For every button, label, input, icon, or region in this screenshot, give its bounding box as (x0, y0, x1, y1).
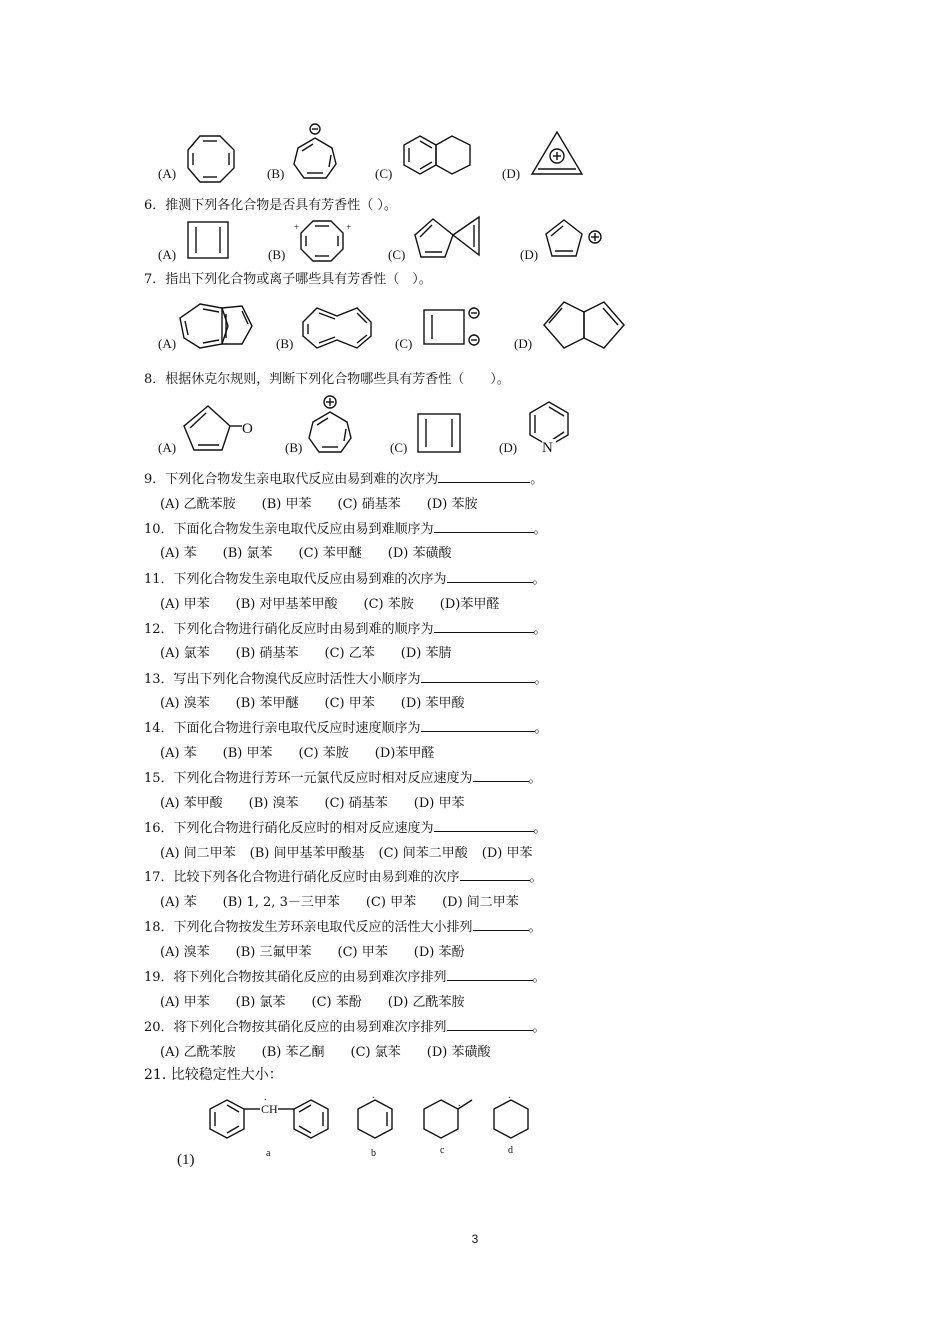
question-6: 6．推测下列各化合物是否具有芳香性（ ）。 (144, 198, 397, 213)
question-12-options: (A) 氯苯 (B) 硝基苯 (C) 乙苯 (D) 苯腈 (160, 646, 452, 661)
cyclobutadiene-dianion-structure (422, 306, 484, 348)
question-16-options: (A) 间二甲苯 (B) 间甲基苯甲酸基 (C) 间苯二甲酸 (D) 甲苯 (160, 846, 533, 861)
question-8: 8．根据休克尔规则，判断下列化合物哪些具有芳香性（ ）。 (144, 372, 510, 387)
question-20-options: (A) 乙酰苯胺 (B) 苯乙酮 (C) 氯苯 (D) 苯磺酸 (160, 1045, 491, 1060)
q21-label-d: d (508, 1145, 513, 1156)
question-18-options: (A) 溴苯 (B) 三氟甲苯 (C) 甲苯 (D) 苯酚 (160, 945, 465, 960)
q21-sub-1: (1) (177, 1152, 195, 1168)
question-12: 12．下列化合物进行硝化反应时由易到难的顺序为 。 (144, 622, 547, 637)
q8-option-a: (A) (158, 440, 177, 455)
q21-label-a: a (266, 1148, 271, 1159)
question-14: 14．下面化合物进行亲电取代反应时速度顺序为 。 (144, 721, 548, 736)
question-11: 11．下列化合物发生亲电取代反应由易到难的次序为 。 (144, 572, 546, 587)
cycloheptatrienyl-anion-structure (292, 122, 338, 182)
q8-option-b: (B) (285, 440, 303, 455)
question-19-options: (A) 甲苯 (B) 氯苯 (C) 苯酚 (D) 乙酰苯胺 (160, 995, 465, 1010)
q5-option-a: (A) (158, 166, 177, 181)
cyclooctatetraene-structure (186, 134, 236, 184)
q8-option-c: (C) (390, 440, 408, 455)
question-15: 15．下列化合物进行芳环一元氯代反应时相对反应速度为 。 (144, 771, 542, 786)
page-number: 3 (471, 1232, 479, 1246)
azulene-structure (178, 300, 258, 352)
question-9: 9．下列化合物发生亲电取代反应由易到难的次序为 。 (144, 472, 544, 487)
question-21: 21. 比较稳定性大小： (144, 1067, 283, 1083)
q21-label-c: c (440, 1145, 445, 1156)
methylcyclohexyl-radical-structure (422, 1094, 478, 1144)
q21-label-b: b (371, 1148, 376, 1159)
pentalene-structure (542, 298, 628, 352)
svg-text:.: . (372, 1090, 375, 1101)
cyclobutadiene-structure (186, 220, 230, 260)
question-13: 13．写出下列化合物溴代反应时活性大小顺序为 。 (144, 672, 548, 687)
cyclohexenyl-radical-structure (356, 1090, 396, 1144)
annulene-structure (301, 306, 373, 350)
question-16: 16．下列化合物进行硝化反应时的相对反应速度为 。 (144, 821, 547, 836)
question-14-options: (A) 苯 (B) 甲苯 (C) 苯胺 (D)苯甲醛 (160, 746, 435, 761)
q5-option-d: (D) (502, 166, 521, 181)
question-9-options: (A) 乙酰苯胺 (B) 甲苯 (C) 硝基苯 (D) 苯胺 (160, 497, 478, 512)
cyclobutadiene-structure-q8 (416, 412, 462, 454)
q7-option-d: (D) (514, 336, 533, 351)
question-11-options: (A) 甲苯 (B) 对甲基苯甲酸 (C) 苯胺 (D)苯甲醛 (160, 597, 500, 612)
pyridine-nitrogen-label: N (542, 440, 553, 456)
question-19: 19．将下列化合物按其硝化反应的由易到难次序排列 。 (144, 970, 546, 985)
question-17: 17．比较下列各化合物进行硝化反应时由易到难的次序 。 (144, 870, 543, 885)
question-10-options: (A) 苯 (B) 氯苯 (C) 苯甲醚 (D) 苯磺酸 (160, 546, 452, 561)
svg-text:.: . (458, 1098, 461, 1109)
question-10: 10．下面化合物发生亲电取代反应由易到难顺序为 。 (144, 522, 547, 537)
cyclooctatetraene-dication-structure (294, 218, 356, 264)
carbonyl-oxygen-label: O (242, 421, 253, 437)
cyclopentadienone-structure (182, 402, 260, 454)
q7-option-a: (A) (158, 336, 177, 351)
question-17-options: (A) 苯 (B) 1, 2, 3－三甲苯 (C) 甲苯 (D) 间二甲苯 (160, 895, 519, 910)
q6-option-b: (B) (268, 247, 286, 262)
svg-text:.: . (264, 1092, 267, 1103)
cyclopropenyl-cation-structure (530, 130, 584, 178)
q6-option-a: (A) (158, 247, 177, 262)
q6-option-d: (D) (520, 247, 539, 262)
svg-text:.: . (508, 1090, 511, 1101)
question-13-options: (A) 溴苯 (B) 苯甲醚 (C) 甲苯 (D) 苯甲酸 (160, 696, 465, 711)
svg-text:+: + (346, 222, 352, 232)
svg-text:+: + (294, 222, 300, 232)
q5-option-b: (B) (267, 166, 285, 181)
spiro-pentadiene-structure (413, 213, 493, 261)
q7-option-b: (B) (276, 336, 294, 351)
question-18: 18．下列化合物按发生芳环亲电取代反应的活性大小排列 。 (144, 920, 542, 935)
q21-ch-label: CH (261, 1102, 278, 1116)
question-20: 20．将下列化合物按其硝化反应的由易到难次序排列 。 (144, 1020, 546, 1035)
cyclopentadienyl-cation-structure (546, 218, 606, 260)
pyridine-structure (526, 400, 572, 456)
q6-option-c: (C) (388, 247, 406, 262)
diphenylmethyl-radical-structure (208, 1094, 332, 1144)
question-7: 7．指出下列化合物或离子哪些具有芳香性（ ）。 (144, 272, 432, 287)
q7-option-c: (C) (395, 336, 413, 351)
tropylium-cation-structure (307, 394, 353, 456)
question-15-options: (A) 苯甲酸 (B) 溴苯 (C) 硝基苯 (D) 甲苯 (160, 796, 465, 811)
tetralin-structure (402, 134, 476, 178)
q5-option-c: (C) (375, 166, 393, 181)
cyclohexyl-radical-structure (492, 1090, 532, 1144)
q8-option-d: (D) (499, 440, 518, 455)
